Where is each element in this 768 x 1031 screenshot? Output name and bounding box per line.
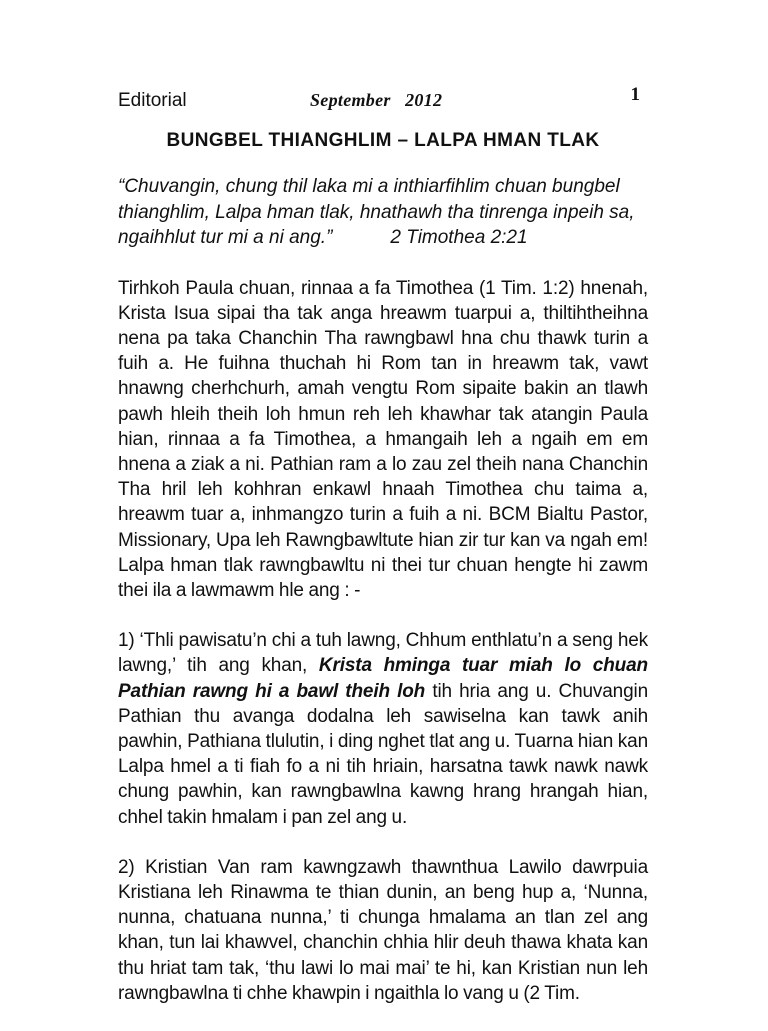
section-label: Editorial xyxy=(118,90,187,111)
body-paragraph-1: Tirhkoh Paula chuan, rinnaa a fa Timothea (1 Tim. 1:2) hnenah, Krista Isua sipai tha tak anga hreawm tuarpui a, thiltihtheihna nena pa taka Chanchin Tha rawngbawl hna chu thawk turin a fuih a. He fuihna thuchah hi Rom tan in hreawm tak, vawt hnawng cherhchurh, amah vengtu Rom sipaite bakin an tlawh pawh hleih theih loh hmun reh leh khawhar tak atangin Paula hian, rinnaa a fa Timothea, a hmangaih leh a ngaih em em hnena a ziak a ni. Pathian ram a lo zau zel theih nana Chanchin Tha hril leh kohhran enkawl hnaah Timothea chu taima a, hreawm tuar a, inhmangzo turin a fuih a ni. BCM Bialtu Pastor, Missionary, Upa leh Rawngbawltute hian zir tur kan va ngah em! Lalpa hman tlak rawngbawltu ni thei tur chuan hengte hi zawm thei ila a lawmawm hle ang : - xyxy=(118,277,648,601)
document-page xyxy=(118,84,648,1031)
body-paragraph-3: 2) Kristian Van ram kawngzawh thawnthua Lawilo dawrpuia Kristiana leh Rinawma te thian dunin, an beng hup a, ‘Nunna, nunna, chatuana nunna,’ ti chunga hmalama an tlan zel ang khan, tun lai khawvel, chanchin chhia hlir deuh thawa khata kan thu hriat tam tak, ‘thu lawi lo mai mai’ te hi, kan Kristian nun leh rawngbawlna ti chhe khawpin i ngaithla lo vang u (2 Tim. xyxy=(118,856,648,1004)
issue-date: September 2012 xyxy=(310,90,443,110)
page-header xyxy=(118,84,648,116)
page-number: 1 xyxy=(630,84,640,105)
article-title: BUNGBEL THIANGHLIM – LALPA HMAN TLAK xyxy=(166,130,600,151)
scripture-quote xyxy=(118,174,648,251)
paragraph-2-start: 1) ‘Thli pawisatu’n chi a tuh lawng, Chhum enthlatu’n a seng hek lawng,’ tih ang khan, xyxy=(118,630,648,677)
scripture-reference: 2 Timothea 2:21 xyxy=(390,227,528,248)
quote-text: “Chuvangin, chung thil laka mi a inthiarfihlim chuan bungbel thianghlim, Lalpa hman tlak, hnathawh tha tinrenga inpeih sa, ngaihhlut tur mi a ni ang.” xyxy=(118,176,635,248)
paragraph-2-emphasis: Krista hminga tuar miah lo chuan Pathian rawng hi a bawl theih loh xyxy=(118,655,648,702)
body-paragraph-2 xyxy=(118,628,648,830)
paragraph-2-end: tih hria ang u. Chuvangin Pathian thu avanga dodalna leh sawiselna kan tawk anih pawhin, Pathiana tlulutin, i ding nghet tlat ang u. Tuarna hian kan Lalpa hmel a ti fiah fo a ni tih hriain, harsatna tawk nawk nawk chung pawhin, kan rawngbawlna kawng hrang hrangah hian, chhel takin hmalam i pan zel ang u. xyxy=(118,680,648,828)
